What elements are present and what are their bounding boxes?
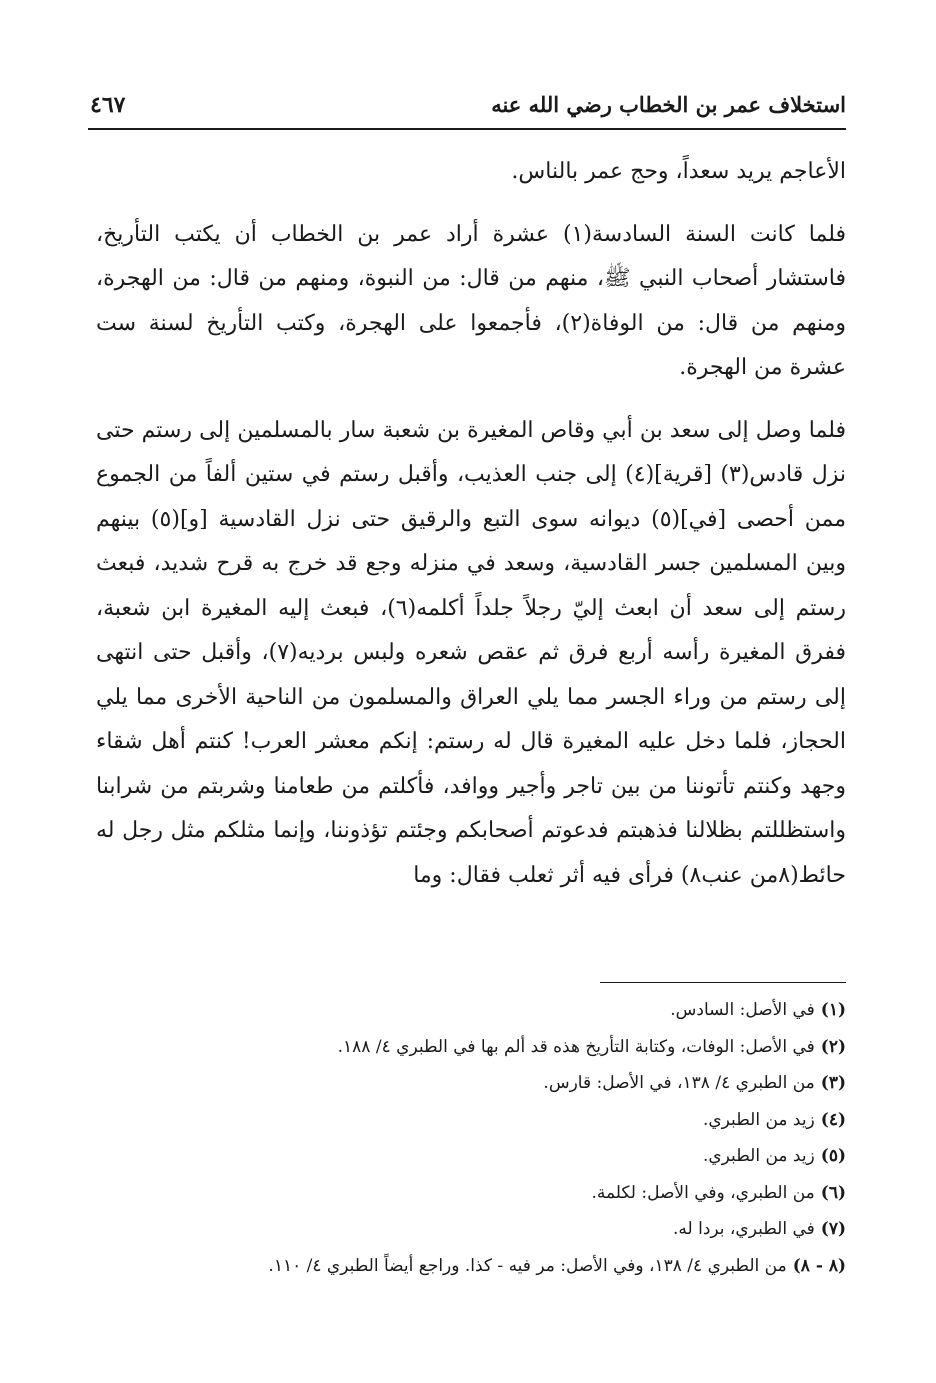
footnote-7: [96, 1211, 846, 1248]
footnote-1: [96, 992, 846, 1029]
paragraph-3: فلما وصل إلى سعد بن أبي وقاص المغيرة بن شعبة سار بالمسلمين إلى رستم حتى نزل قادس(٣) [قرية](٤) إلى جنب العذيب، وأقبل رستم في ستين ألفاً من الجموع ممن أحصى [في](٥) ديوانه سوى التبع والرقيق حتى نزل القادسية [و](٥) بينهم وبين المسلمين جسر القادسية، وسعد في منزله وجع قد خرج به قرح شديد، فبعث رستم إلى سعد أن ابعث إليّ رجلاً جلداً أكلمه(٦)، فبعث إليه المغيرة ابن شعبة، ففرق المغيرة رأسه أربع فرق ثم عقص شعره ولبس برديه(٧)، وأقبل حتى انتهى إلى رستم من وراء الجسر مما يلي العراق والمسلمون من الناحية الأخرى مما يلي الحجاز، فلما دخل عليه المغيرة قال له رستم: إنكم معشر العرب! كنتم أهل شقاء وجهد وكنتم تأتوننا من بين تاجر وأجير ووافد، فأكلتم من طعامنا وشربتم من شرابنا واستظللتم بظلالنا فذهبتم فدعوتم أصحابكم وجئتم تؤذوننا، وإنما مثلكم مثل رجل له حائط(٨من عنب٨) فرأى فيه أثر ثعلب فقال: وما: [96, 417, 846, 888]
footnote-number: (٦): [820, 1182, 846, 1203]
footnote-5: [96, 1138, 846, 1175]
footnote-6: [96, 1175, 846, 1212]
footnote-number: (٢): [820, 1036, 846, 1057]
header-rule: [88, 128, 846, 130]
footnote-2: [96, 1029, 846, 1066]
footnote-text: من الطبري ٤/ ١٣٨، في الأصل: قارس.: [543, 1073, 815, 1093]
footnote-rule: [600, 982, 846, 983]
main-text: [96, 150, 846, 898]
footnote-text: زيد من الطبري.: [702, 1109, 815, 1130]
footnote-text: زيد من الطبري.: [702, 1146, 815, 1166]
footnote-text: في الأصل: السادس.: [670, 1000, 815, 1020]
footnote-text: في الطبري، بردا له.: [673, 1219, 815, 1239]
running-title: استخلاف عمر بن الخطاب رضي الله عنه: [491, 92, 846, 117]
footnote-8: [96, 1248, 846, 1285]
paragraph-1: الأعاجم يريد سعداً، وحج عمر بالناس.: [511, 159, 846, 184]
page-header: [88, 92, 846, 128]
footnote-text: في الأصل: الوفات، وكتابة التأريخ هذه قد ألم بها في الطبري ٤/ ١٨٨.: [337, 1036, 815, 1057]
footnote-4: [96, 1102, 846, 1139]
page-number: ٤٦٧: [90, 92, 126, 118]
footnote-number: (٤): [820, 1109, 846, 1130]
footnote-number: (٨ - ٨): [792, 1255, 846, 1276]
footnote-number: (٥): [820, 1146, 846, 1166]
footnote-text: من الطبري ٤/ ١٣٨، وفي الأصل: مر فيه - كذا. وراجع أيضاً الطبري ٤/ ١١٠.: [268, 1255, 787, 1276]
paragraph-2: فلما كانت السنة السادسة(١) عشرة أراد عمر بن الخطاب أن يكتب التأريخ، فاستشار أصحاب النبي ﷺ، منهم من قال: من النبوة، ومنهم من قال: من الهجرة، ومنهم من قال: من الوفاة(٢)، فأجمعوا على الهجرة، وكتب التأريخ لسنة ست عشرة من الهجرة.: [96, 221, 846, 380]
footnote-number: (٣): [820, 1073, 846, 1093]
footnote-number: (٧): [820, 1219, 846, 1239]
footnotes: [96, 992, 846, 1284]
footnote-3: [96, 1065, 846, 1102]
footnote-number: (١): [820, 1000, 846, 1020]
footnote-text: من الطبري، وفي الأصل: لكلمة.: [591, 1182, 815, 1203]
